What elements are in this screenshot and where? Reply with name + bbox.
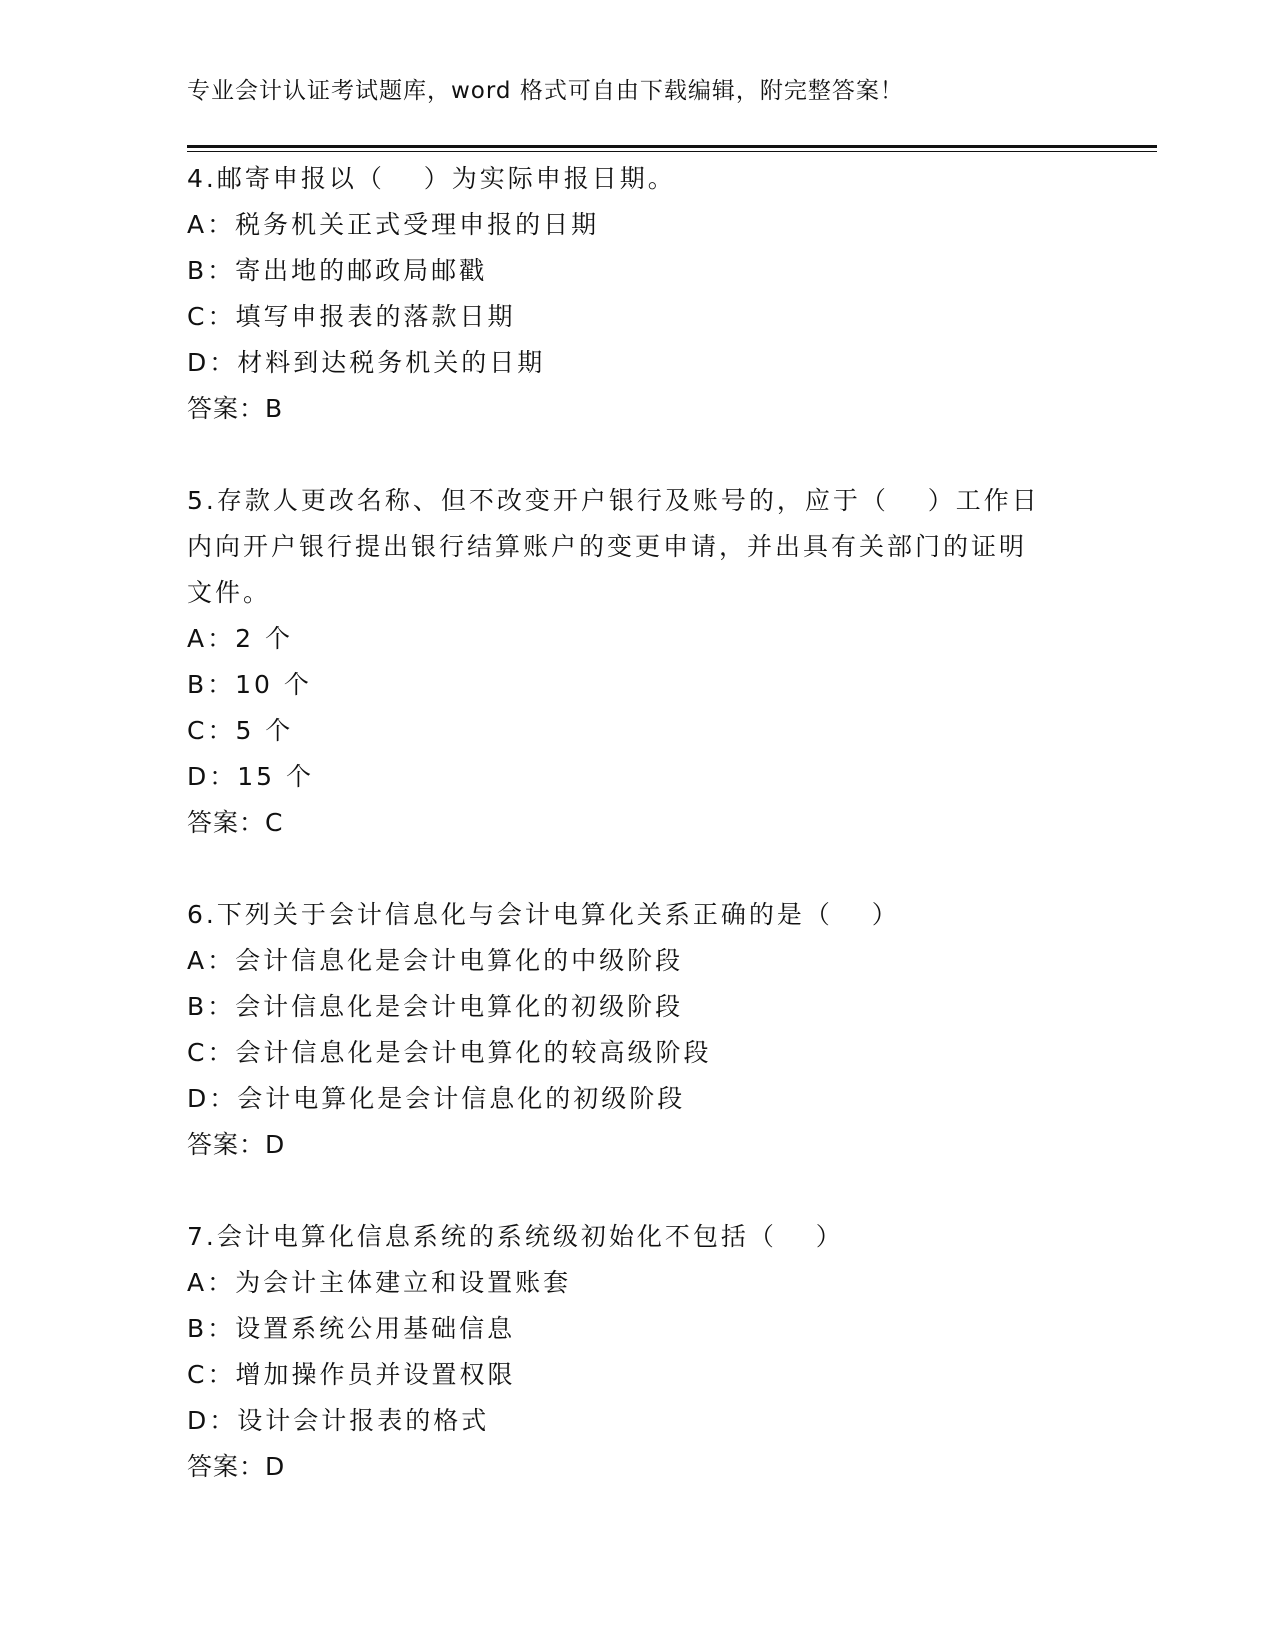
- question-stem-line: 5.存款人更改名称、但不改变开户银行及账号的，应于（ ）工作日: [187, 486, 1040, 515]
- option-d: D：15 个: [187, 762, 315, 791]
- answer-line: 答案：B: [187, 394, 284, 423]
- answer-line: 答案：C: [187, 808, 284, 837]
- option-b: B：寄出地的邮政局邮戳: [187, 256, 488, 285]
- option-b: B：会计信息化是会计电算化的初级阶段: [187, 992, 684, 1021]
- question-stem-line: 4.邮寄申报以（ ）为实际申报日期。: [187, 164, 676, 193]
- answer-line: 答案：D: [187, 1130, 286, 1159]
- option-c: C：增加操作员并设置权限: [187, 1360, 516, 1389]
- option-c: C：5 个: [187, 716, 294, 745]
- option-a: A：会计信息化是会计电算化的中级阶段: [187, 946, 684, 975]
- option-c: C：填写申报表的落款日期: [187, 302, 516, 331]
- option-d: D：会计电算化是会计信息化的初级阶段: [187, 1084, 686, 1113]
- option-a: A：税务机关正式受理申报的日期: [187, 210, 600, 239]
- option-d: D：材料到达税务机关的日期: [187, 348, 546, 377]
- option-a: A：2 个: [187, 624, 293, 653]
- question-stem-line: 内向开户银行提出银行结算账户的变更申请，并出具有关部门的证明: [187, 532, 1028, 561]
- question-stem-line: 文件。: [187, 578, 272, 607]
- answer-line: 答案：D: [187, 1452, 286, 1481]
- question-stem-line: 6.下列关于会计信息化与会计电算化关系正确的是（ ）: [187, 900, 900, 929]
- page-header: 专业会计认证考试题库，word 格式可自由下载编辑，附完整答案！: [187, 78, 904, 104]
- question-6: [187, 892, 1067, 1168]
- header-rule-thin: [187, 151, 1157, 152]
- option-c: C：会计信息化是会计电算化的较高级阶段: [187, 1038, 712, 1067]
- question-stem-line: 7.会计电算化信息系统的系统级初始化不包括（ ）: [187, 1222, 844, 1251]
- option-d: D：设计会计报表的格式: [187, 1406, 490, 1435]
- question-stem: [187, 156, 1067, 202]
- question-7: [187, 1214, 1067, 1490]
- question-list: [187, 156, 1067, 1536]
- question-stem: [187, 478, 1067, 616]
- option-b: B：10 个: [187, 670, 312, 699]
- header-rule-thick: [187, 145, 1157, 148]
- question-4: [187, 156, 1067, 432]
- option-a: A：为会计主体建立和设置账套: [187, 1268, 572, 1297]
- question-5: [187, 478, 1067, 846]
- question-stem: [187, 1214, 1067, 1260]
- option-b: B：设置系统公用基础信息: [187, 1314, 516, 1343]
- question-stem: [187, 892, 1067, 938]
